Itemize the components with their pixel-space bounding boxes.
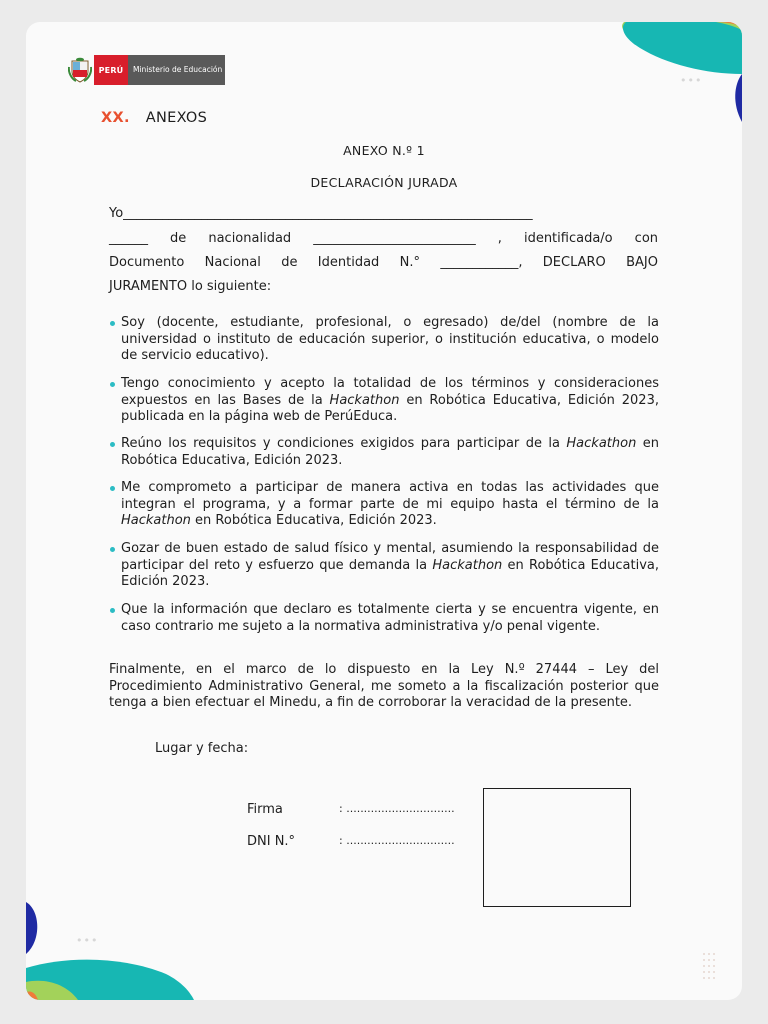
decorative-waves-bottom-left bbox=[26, 882, 206, 1000]
decorative-waves-top-right bbox=[566, 22, 742, 132]
list-item: Gozar de buen estado de salud físico y mental, asumiendo la responsabilidad de participar del reto y esfuerzo que demanda la Hackathon en Robótica Educativa, Edición 2023. bbox=[121, 541, 659, 589]
annex-title: ANEXO N.º 1 bbox=[343, 143, 425, 158]
annex-subtitle: DECLARACIÓN JURADA bbox=[310, 175, 458, 190]
list-item: Me comprometo a participar de manera activa en todas las actividades que integran el programa, y a formar parte de mi equipo hasta el término de la Hackathon en Robótica Educativa, Edición 2023. bbox=[121, 480, 659, 528]
coat-of-arms-icon bbox=[66, 55, 94, 85]
document-page bbox=[26, 22, 742, 1000]
dni-field[interactable]: : ............................... bbox=[339, 834, 455, 847]
decorative-dots-bottom: ••• bbox=[76, 934, 99, 947]
decorative-dots-top: ••• bbox=[680, 74, 703, 87]
intro-line-nationality: ______ de nacionalidad _________________________ , identificada/o con bbox=[109, 231, 659, 246]
signature-field[interactable]: : ............................... bbox=[339, 802, 455, 815]
intro-line-oath: JURAMENTO lo siguiente: bbox=[109, 279, 272, 294]
list-item: Que la información que declaro es totalmente cierta y se encuentra vigente, en caso contrario me sujeto a la normativa administrativa y/o penal vigente. bbox=[121, 602, 659, 634]
ministry-logo bbox=[66, 55, 225, 85]
decorative-dot-grid bbox=[702, 952, 718, 982]
section-header bbox=[101, 110, 207, 126]
section-number: XX. bbox=[101, 110, 130, 126]
fingerprint-box bbox=[483, 788, 631, 907]
closing-paragraph: Finalmente, en el marco de lo dispuesto en la Ley N.º 27444 – Ley del Procedimiento Administrativo General, me someto a la fiscalización posterior que tenga a bien efectuar el Minedu, a fin de corroborar la veracidad de la presente. bbox=[109, 662, 659, 710]
intro-line-name: Yo_______________________________________________________________ bbox=[109, 206, 533, 221]
logo-country-label: PERÚ bbox=[94, 55, 128, 85]
intro-line-document: Documento Nacional de Identidad N.° ____________, DECLARO BAJO bbox=[109, 255, 659, 270]
section-title: ANEXOS bbox=[145, 110, 208, 126]
list-item: Soy (docente, estudiante, profesional, o egresado) de/del (nombre de la universidad o instituto de educación superior, o institución educativa, o modelo de servicio educativo). bbox=[121, 315, 659, 363]
place-date-label: Lugar y fecha: bbox=[155, 741, 249, 756]
dni-label: DNI N.° bbox=[247, 834, 296, 849]
list-item: Tengo conocimiento y acepto la totalidad de los términos y consideraciones expuestos en las Bases de la Hackathon en Robótica Educativa, Edición 2023, publicada en la página web de PerúEduca. bbox=[121, 376, 659, 424]
list-item: Reúno los requisitos y condiciones exigidos para participar de la Hackathon en Robótica Educativa, Edición 2023. bbox=[121, 436, 659, 468]
signature-label: Firma bbox=[247, 802, 283, 817]
logo-ministry-label: Ministerio de Educación bbox=[128, 55, 225, 85]
